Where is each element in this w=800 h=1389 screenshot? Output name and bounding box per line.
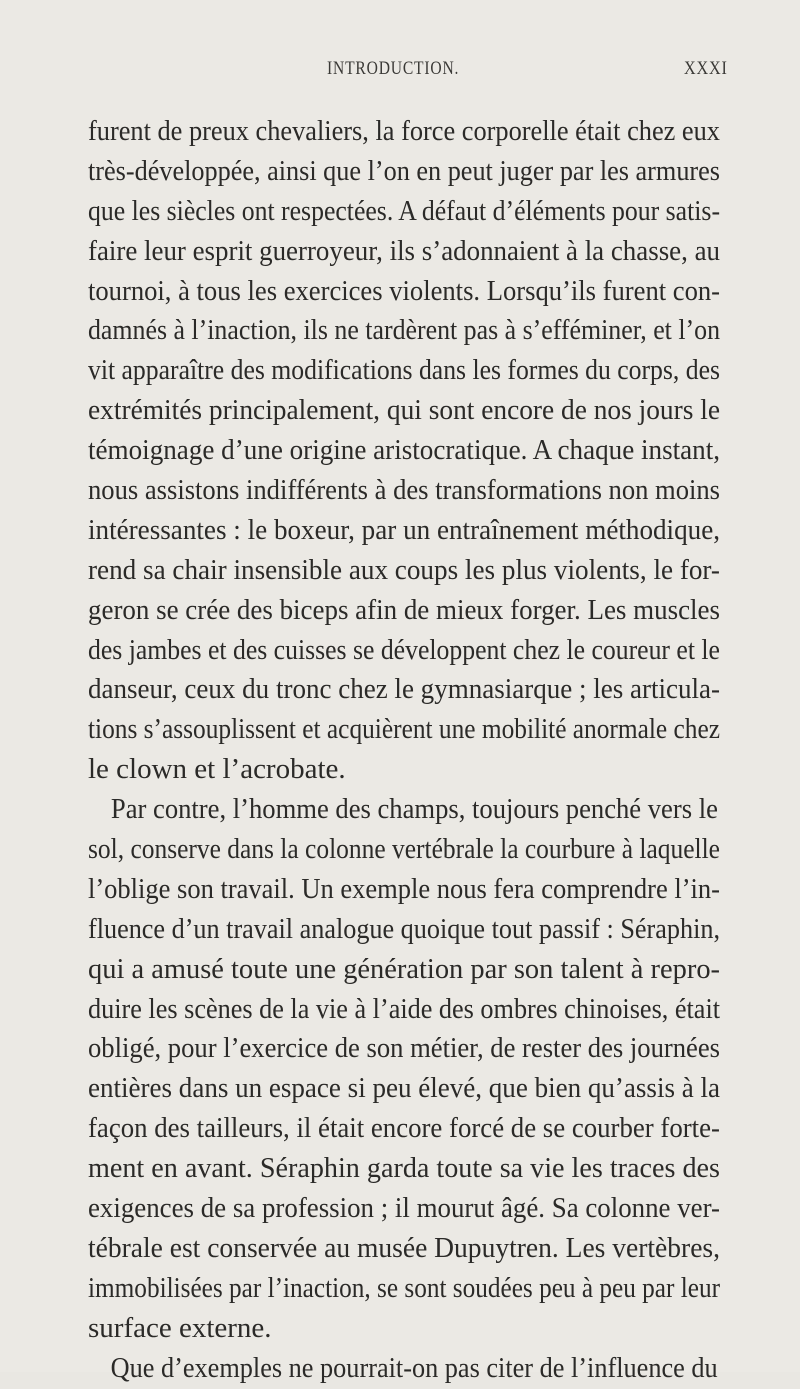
- text-line: damnés à l’inaction, ils ne tardèrent pas à s’efféminer, et l’on: [88, 314, 721, 347]
- text-line: nous assistons indifférents à des transformations non moins: [88, 474, 721, 507]
- text-line: rend sa chair insensible aux coups les plus violents, le for-: [88, 553, 720, 586]
- text-line: très-développée, ainsi que l’on en peut juger par les armures: [88, 154, 721, 187]
- text-line: entières dans un espace si peu élevé, que bien qu’assis à la: [88, 1072, 720, 1105]
- text-line: des jambes et des cuisses se développent chez le coureur et le: [88, 633, 720, 666]
- text-line: geron se crée des biceps afin de mieux forger. Les muscles: [88, 593, 720, 626]
- text-line: obligé, pour l’exercice de son métier, de rester des journées: [88, 1032, 721, 1065]
- text-line: duire les scènes de la vie à l’aide des ombres chinoises, était: [88, 992, 721, 1025]
- text-line: extrémités principalement, qui sont encore de nos jours le: [88, 394, 721, 427]
- text-line: vit apparaître des modifications dans les formes du corps, des: [88, 354, 720, 387]
- text-line: tébrale est conservée au musée Dupuytren. Les vertèbres,: [88, 1231, 721, 1264]
- page-number: XXXI: [684, 58, 728, 79]
- text-line: le clown et l’acrobate.: [88, 753, 346, 786]
- text-line: qui a amusé toute une génération par son talent à repro-: [88, 952, 721, 985]
- text-line: danseur, ceux du tronc chez le gymnasiarque ; les articula-: [88, 673, 720, 706]
- text-line: faire leur esprit guerroyeur, ils s’adonnaient à la chasse, au: [88, 234, 720, 267]
- running-header: [0, 58, 800, 88]
- text-line: Que d’exemples ne pourrait-on pas citer de l’influence du: [110, 1351, 718, 1384]
- text-line: fluence d’un travail analogue quoique tout passif : Séraphin,: [88, 912, 721, 945]
- text-line: tions s’assouplissent et acquièrent une mobilité anormale chez: [88, 713, 721, 746]
- body-text: [88, 112, 720, 1389]
- text-line: tournoi, à tous les exercices violents. Lorsqu’ils furent con-: [88, 274, 721, 307]
- running-title: INTRODUCTION.: [327, 58, 460, 79]
- text-line: exigences de sa profession ; il mourut âgé. Sa colonne ver-: [88, 1192, 720, 1225]
- text-line: immobilisées par l’inaction, se sont soudées peu à peu par leur: [88, 1271, 721, 1304]
- text-line: que les siècles ont respectées. A défaut d’éléments pour satis-: [88, 194, 721, 227]
- text-line: façon des tailleurs, il était encore forcé de se courber forte-: [88, 1112, 720, 1145]
- text-line: sol, conserve dans la colonne vertébrale la courbure à laquelle: [88, 833, 720, 866]
- text-line: l’oblige son travail. Un exemple nous fera comprendre l’in-: [88, 872, 720, 905]
- text-line: Par contre, l’homme des champs, toujours penché vers le: [110, 793, 718, 826]
- text-line: intéressantes : le boxeur, par un entraînement méthodique,: [88, 513, 721, 546]
- text-line: ment en avant. Séraphin garda toute sa vie les traces des: [88, 1152, 720, 1185]
- text-line: surface externe.: [88, 1311, 272, 1344]
- text-line: témoignage d’une origine aristocratique. A chaque instant,: [88, 434, 721, 467]
- text-line: furent de preux chevaliers, la force corporelle était chez eux: [88, 115, 720, 147]
